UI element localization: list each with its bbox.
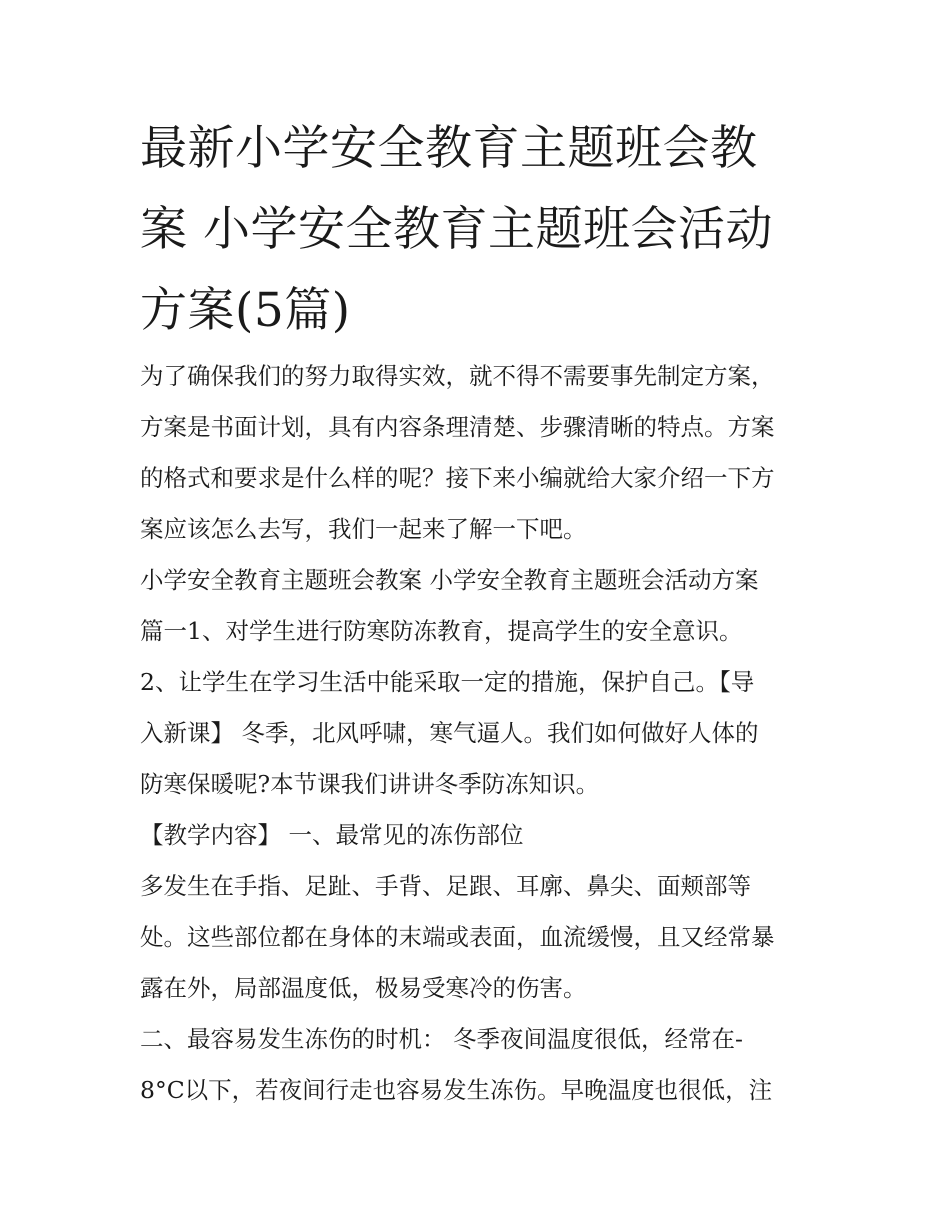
- body-line: 多发生在手指、足趾、手背、足跟、耳廓、鼻尖、面颊部等: [140, 872, 751, 900]
- body-line: 2、让学生在学习生活中能采取一定的措施，保护自己。【导: [140, 668, 755, 696]
- body-line: 【教学内容】 一、最常见的冻伤部位: [140, 821, 524, 849]
- body-line: 篇一1、对学生进行防寒防冻教育，提高学生的安全意识。: [140, 617, 743, 645]
- body-line: 8°C以下，若夜间行走也容易发生冻伤。早晚温度也很低，注: [140, 1076, 773, 1104]
- body-line: 防寒保暖呢?本节课我们讲讲冬季防冻知识。: [140, 770, 600, 798]
- body-line: 处。这些部位都在身体的末端或表面，血流缓慢，且又经常暴: [140, 923, 775, 951]
- body-line: 二、最容易发生冻伤的时机： 冬季夜间温度很低，经常在-: [140, 1025, 743, 1053]
- body-line: 方案是书面计划，具有内容条理清楚、步骤清晰的特点。方案: [140, 413, 775, 441]
- document-body: [140, 351, 820, 1116]
- document-title: [140, 108, 820, 351]
- title-line-1: 最新小学安全教育主题班会教: [140, 121, 758, 176]
- title-line-3: 方案(5篇): [140, 283, 351, 338]
- body-line: 小学安全教育主题班会教案 小学安全教育主题班会活动方案: [140, 566, 759, 594]
- body-line: 露在外，局部温度低，极易受寒冷的伤害。: [140, 974, 587, 1002]
- body-line: 案应该怎么去写，我们一起来了解一下吧。: [140, 515, 587, 543]
- title-line-2: 案 小学安全教育主题班会活动: [140, 202, 773, 257]
- body-line: 为了确保我们的努力取得实效，就不得不需要事先制定方案，: [140, 362, 775, 390]
- body-line: 的格式和要求是什么样的呢？接下来小编就给大家介绍一下方: [140, 464, 775, 492]
- body-line: 入新课】 冬季，北风呼啸，寒气逼人。我们如何做好人体的: [140, 719, 759, 747]
